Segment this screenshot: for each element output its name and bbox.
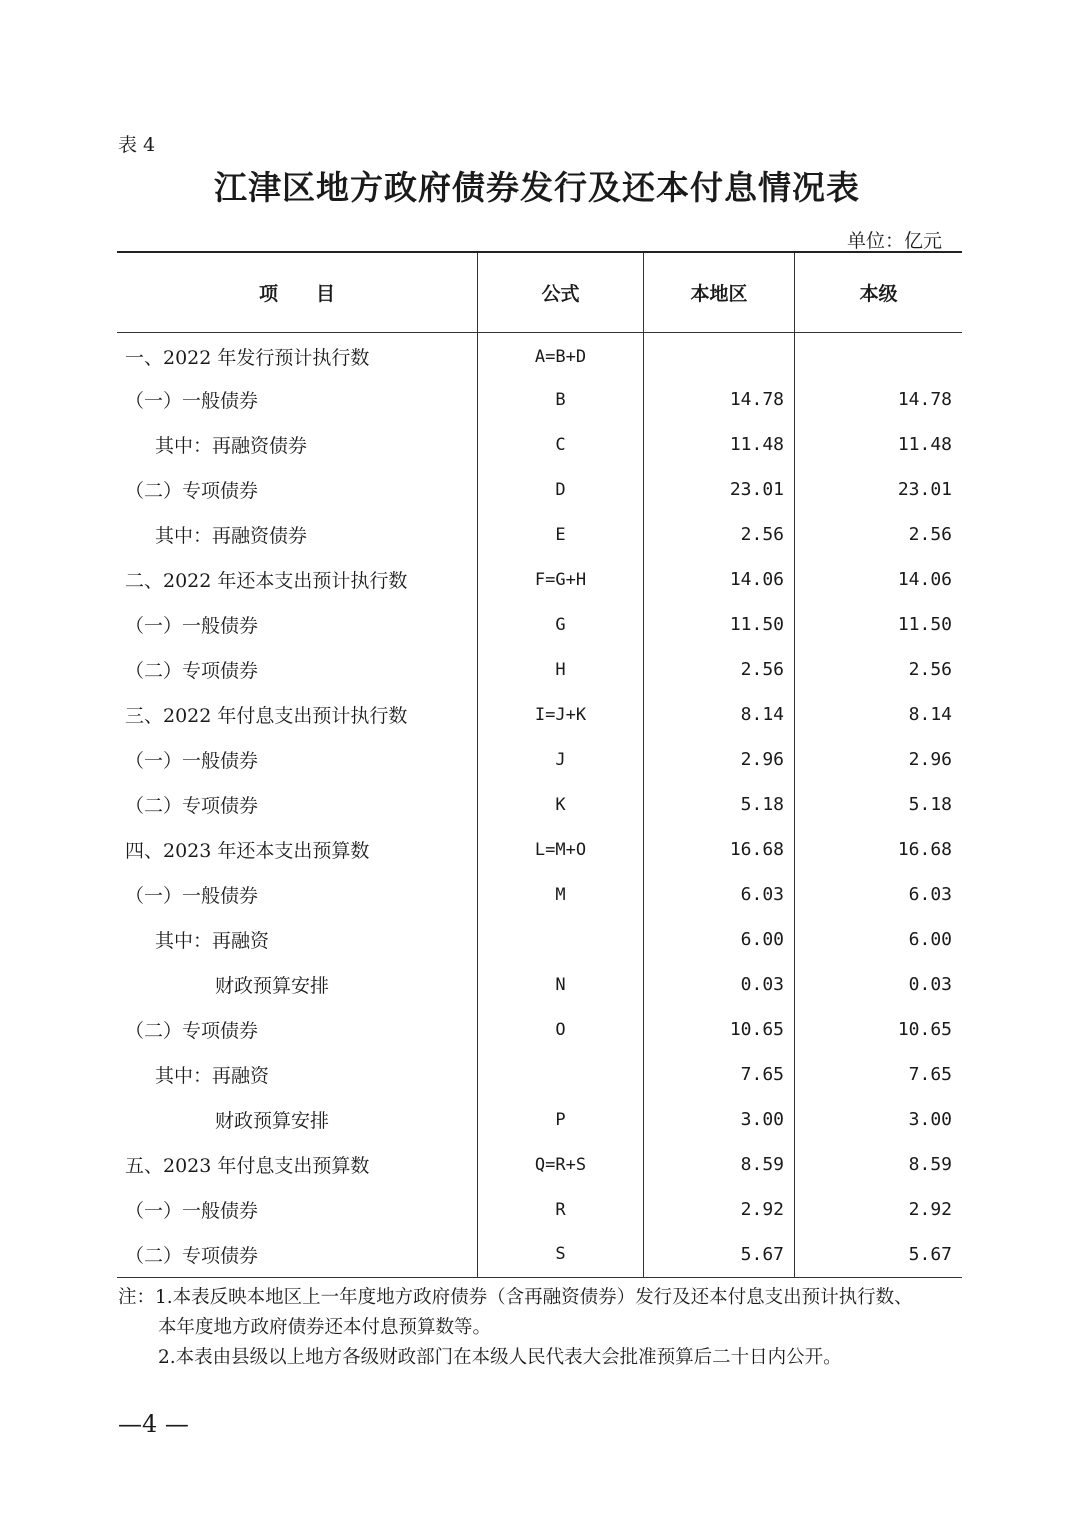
header-local: 本地区 [644,252,795,332]
table-row [117,737,962,782]
debt-table-container [117,251,951,1278]
header-item: 项 目 [117,252,478,332]
row-formula: J [478,737,644,782]
row-local-value: 2.96 [644,737,795,782]
row-local-value: 11.48 [644,422,795,467]
row-item: （二）专项债券 [125,1020,259,1042]
row-level-value: 8.14 [795,692,963,737]
table-row [117,827,962,872]
row-item: （二）专项债券 [117,1232,478,1277]
row-local-value: 14.06 [644,557,795,602]
row-local-value [644,332,795,377]
row-local-value: 3.00 [644,1097,795,1142]
row-level-value: 10.65 [795,1007,963,1052]
row-local-value: 0.03 [644,962,795,1007]
row-item: 其中：再融资债券 [155,435,308,457]
table-row [117,1232,962,1277]
row-level-value: 5.18 [795,782,963,827]
note-line: 2.本表由县级以上地方各级财政部门在本级人民代表大会批准预算后二十日内公开。 [158,1347,842,1368]
header-level: 本级 [795,252,963,332]
row-level-value [795,332,963,377]
table-header-row [117,252,962,332]
row-formula [478,1052,644,1097]
row-formula: P [478,1097,644,1142]
table-row [117,1097,962,1142]
row-item: 其中：再融资 [155,930,270,952]
table-row [117,647,962,692]
row-level-value: 11.50 [795,602,963,647]
row-item: （一）一般债券 [125,615,259,637]
row-item: （二）专项债券 [125,660,259,682]
row-formula: M [478,872,644,917]
row-item: 五、2023 年付息支出预算数 [125,1155,370,1177]
row-local-value: 5.67 [644,1232,795,1277]
row-item: 三、2022 年付息支出预计执行数 [125,705,408,727]
row-local-value: 7.65 [644,1052,795,1097]
row-level-value: 5.67 [795,1232,963,1277]
row-level-value: 2.92 [795,1187,963,1232]
row-formula: B [478,377,644,422]
row-local-value: 2.92 [644,1187,795,1232]
unit-label: 单位：亿元 [846,230,942,252]
row-item: 其中：再融资债券 [155,525,308,547]
row-item: （一）一般债券 [125,1200,259,1222]
row-item: （一）一般债券 [125,750,259,772]
row-local-value: 2.56 [644,647,795,692]
row-formula: L=M+O [478,827,644,872]
row-level-value: 14.78 [795,377,963,422]
page-title: 江津区地方政府债券发行及还本付息情况表 [214,168,860,207]
row-level-value: 16.68 [795,827,963,872]
row-local-value: 10.65 [644,1007,795,1052]
row-local-value: 6.03 [644,872,795,917]
row-item: 财政预算安排 [215,1110,330,1132]
row-item: （一）一般债券 [125,390,259,412]
note-line: 注：1.本表反映本地区上一年度地方政府债券（含再融资债券）发行及还本付息支出预计执行数、 [118,1287,913,1308]
row-level-value: 2.96 [795,737,963,782]
table-row [117,692,962,737]
row-level-value: 0.03 [795,962,963,1007]
note-line: 本年度地方政府债券还本付息预算数等。 [158,1317,492,1338]
row-item: 财政预算安排 [215,975,330,997]
table-row [117,872,962,917]
table-row [117,917,962,962]
table-row [117,1142,962,1187]
row-level-value: 2.56 [795,647,963,692]
page-number: —4 — [118,1410,189,1438]
row-level-value: 7.65 [795,1052,963,1097]
row-local-value: 8.59 [644,1142,795,1187]
table-row [117,557,962,602]
row-item: 四、2023 年还本支出预算数 [125,840,370,862]
row-item: 一、2022 年发行预计执行数 [125,347,370,370]
row-level-value: 11.48 [795,422,963,467]
row-level-value: 3.00 [795,1097,963,1142]
table-row [117,782,962,827]
table-row [117,467,962,512]
table-row [117,332,962,377]
row-formula: S [478,1232,644,1277]
row-local-value: 5.18 [644,782,795,827]
row-level-value: 8.59 [795,1142,963,1187]
row-formula: C [478,422,644,467]
debt-table [117,251,962,1278]
row-local-value: 6.00 [644,917,795,962]
row-formula: D [478,467,644,512]
row-formula: O [478,1007,644,1052]
table-row [117,422,962,467]
row-local-value: 11.50 [644,602,795,647]
row-level-value: 14.06 [795,557,963,602]
row-formula: K [478,782,644,827]
row-level-value: 6.03 [795,872,963,917]
table-notes [118,1283,913,1373]
row-formula: Q=R+S [478,1142,644,1187]
row-item: （二）专项债券 [125,795,259,817]
header-formula: 公式 [478,252,644,332]
row-formula: R [478,1187,644,1232]
table-label: 表 4 [118,134,156,156]
row-formula [478,917,644,962]
table-row [117,962,962,1007]
row-item: 二、2022 年还本支出预计执行数 [125,570,408,592]
table-row [117,1052,962,1097]
row-item: （一）一般债券 [125,885,259,907]
row-local-value: 8.14 [644,692,795,737]
table-row [117,377,962,422]
table-row [117,1007,962,1052]
row-formula: H [478,647,644,692]
table-row [117,512,962,557]
row-formula: G [478,602,644,647]
row-item: （二）专项债券 [125,480,259,502]
row-formula: F=G+H [478,557,644,602]
row-formula: I=J+K [478,692,644,737]
row-local-value: 14.78 [644,377,795,422]
row-local-value: 2.56 [644,512,795,557]
row-level-value: 23.01 [795,467,963,512]
row-local-value: 23.01 [644,467,795,512]
table-row [117,602,962,647]
table-row [117,1187,962,1232]
row-formula: E [478,512,644,557]
row-item: 其中：再融资 [155,1065,270,1087]
row-formula: A=B+D [478,332,644,377]
row-formula: N [478,962,644,1007]
row-local-value: 16.68 [644,827,795,872]
row-level-value: 2.56 [795,512,963,557]
row-level-value: 6.00 [795,917,963,962]
